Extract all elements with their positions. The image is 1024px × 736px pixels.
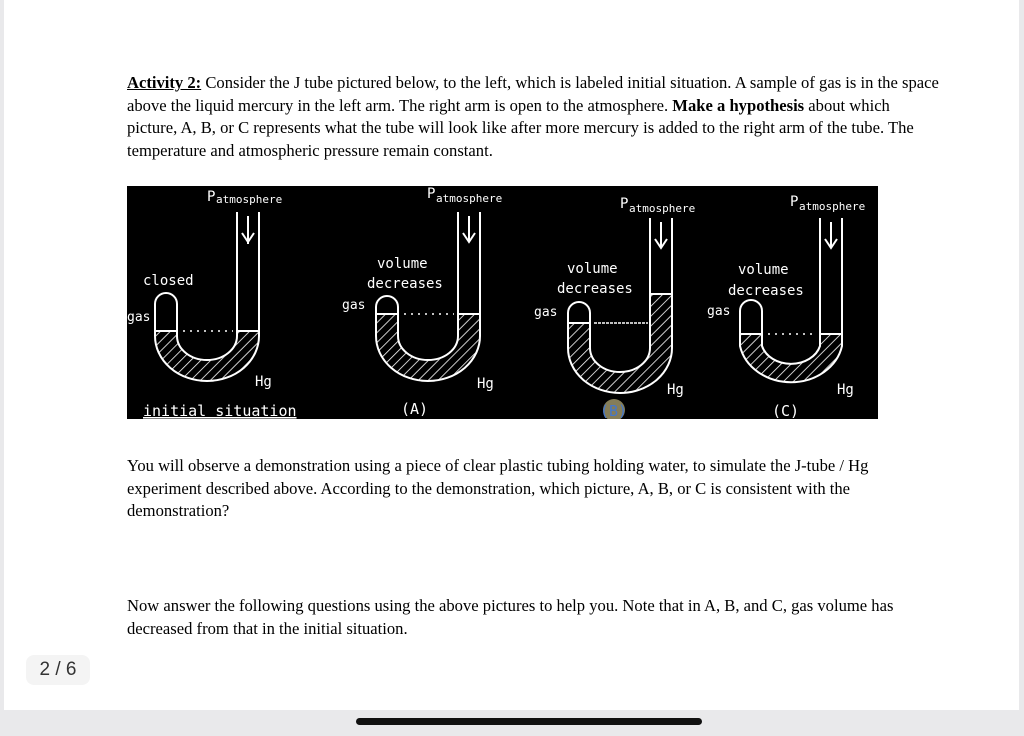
gas-chamber bbox=[568, 302, 590, 323]
gas-label: gas bbox=[127, 310, 151, 325]
j-tube-figure bbox=[127, 186, 878, 419]
gas-chamber bbox=[155, 293, 177, 331]
mercury bbox=[740, 334, 842, 382]
p-symbol: P bbox=[427, 186, 436, 202]
arrow-down-icon bbox=[825, 222, 837, 248]
hg-label: Hg bbox=[667, 382, 684, 398]
activity-text-part1: Consider the J tube pictured below, to the left, which is labeled initial situation. A sample of gas is in the space above the liquid mercury in the left arm. The right arm is open to the atmosphere. bbox=[127, 73, 939, 115]
hg-label: Hg bbox=[255, 374, 272, 390]
arrow-down-icon bbox=[463, 216, 475, 242]
demo-paragraph: You will observe a demonstration using a piece of clear plastic tubing holding water, to simulate the J-tube / Hg experiment described above. According to the demonstration, which picture, A, B, or C is consistent with the demonstration? bbox=[127, 456, 869, 521]
panel-c bbox=[707, 194, 865, 419]
hypothesis-bold: Make a hypothesis bbox=[672, 95, 805, 115]
gas-chamber bbox=[376, 296, 398, 314]
p-symbol: P bbox=[620, 196, 629, 212]
gas-label: gas bbox=[342, 298, 366, 313]
panel-b bbox=[534, 196, 695, 419]
hg-label: Hg bbox=[477, 376, 494, 392]
p-symbol: P bbox=[207, 189, 216, 205]
volume-label: volume bbox=[567, 261, 618, 277]
atmosphere-label: atmosphere bbox=[216, 193, 283, 206]
label-a: (A) bbox=[401, 400, 429, 418]
closed-label: closed bbox=[143, 273, 194, 289]
atmosphere-label: atmosphere bbox=[436, 192, 503, 205]
mercury bbox=[155, 331, 259, 381]
gas-label: gas bbox=[707, 304, 731, 319]
home-indicator-bar[interactable] bbox=[356, 718, 702, 725]
atmosphere-label: atmosphere bbox=[629, 202, 696, 215]
decreases-label: decreases bbox=[367, 276, 443, 292]
gas-chamber bbox=[740, 300, 762, 334]
arrow-down-icon bbox=[655, 222, 667, 248]
decreases-label: decreases bbox=[557, 281, 633, 297]
page-indicator: 2 / 6 bbox=[26, 655, 90, 685]
label-c: (C) bbox=[772, 402, 800, 419]
label-initial-situation: initial situation bbox=[143, 402, 297, 419]
gas-label: gas bbox=[534, 305, 558, 320]
atmosphere-label: atmosphere bbox=[799, 200, 866, 213]
final-paragraph: Now answer the following questions using the above pictures to help you. Note that in A, B, and C, gas volume has decreased from that in the initial situation. bbox=[127, 596, 894, 638]
activity-text-part2: about which picture, A, B, or C represents what the tube will look like after more mercury is added to the right arm of the tube. The temperature and atmospheric pressure remain constant. bbox=[127, 95, 914, 160]
volume-label: volume bbox=[377, 256, 428, 272]
arrow-down-icon bbox=[242, 216, 254, 244]
mercury bbox=[376, 314, 480, 381]
volume-label: volume bbox=[738, 262, 789, 278]
panel-initial bbox=[127, 189, 297, 419]
p-symbol: P bbox=[790, 194, 799, 210]
panel-a bbox=[342, 186, 502, 418]
activity-title: Activity 2: bbox=[127, 73, 202, 92]
hg-label: Hg bbox=[837, 382, 854, 398]
label-b: (B) bbox=[600, 402, 628, 419]
activity-paragraph bbox=[127, 72, 939, 162]
decreases-label: decreases bbox=[728, 283, 804, 299]
